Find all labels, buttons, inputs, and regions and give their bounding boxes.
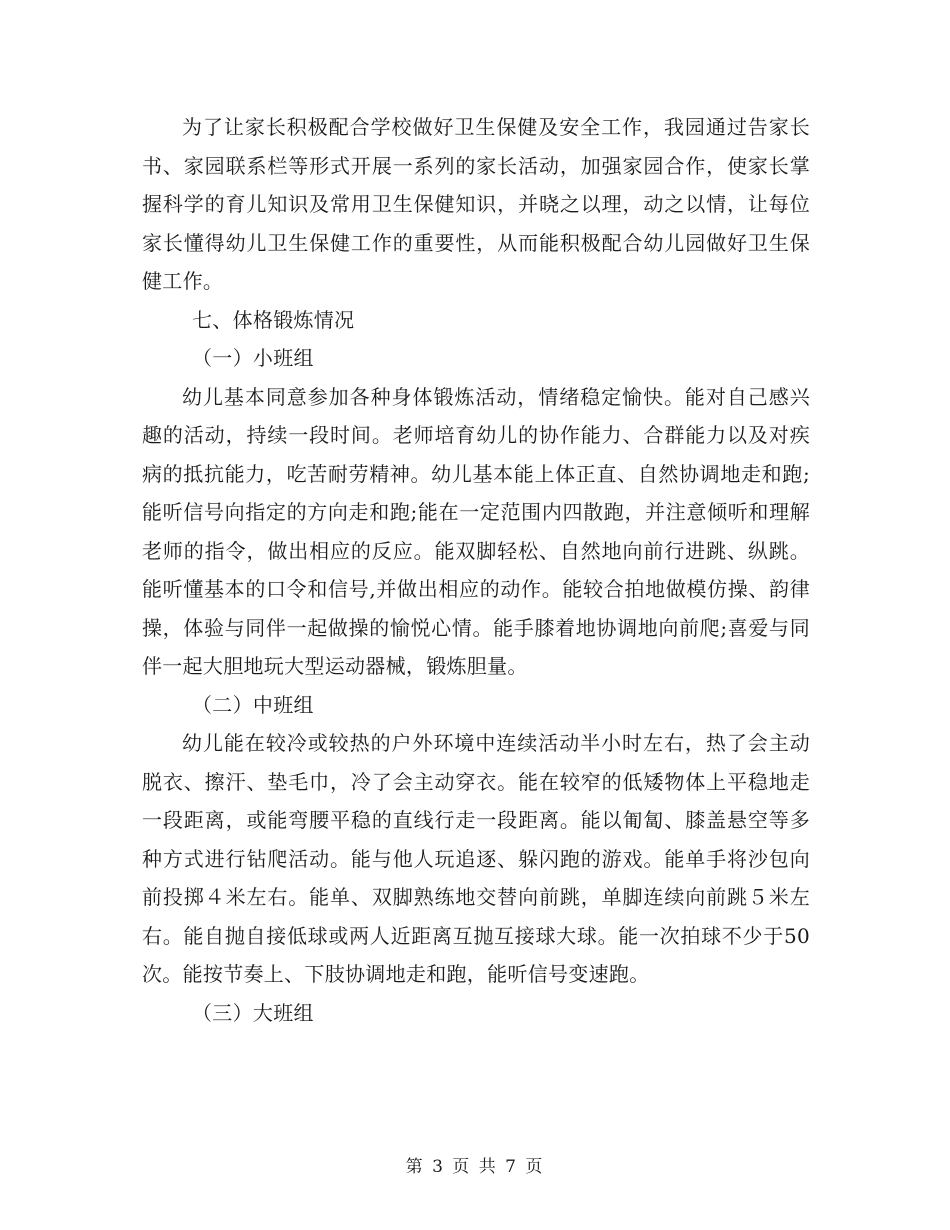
subheading-middle-class: （二）中班组: [192, 692, 314, 717]
page-number-footer: 第 3 页 共 7 页: [405, 1157, 545, 1177]
paragraph-small-class: 幼儿基本同意参加各种身体锻炼活动，情绪稳定愉快。能对自己感兴趣的活动，持续一段时间。老师培育幼儿的协作能力、合群能力以及对疾病的抵抗能力，吃苦耐劳精神。幼儿基本能上体正直、自然协调地走和跑;能听信号向指定的方向走和跑;能在一定范围内四散跑，并注意倾听和理解老师的指令，做出相应的反应。能双脚轻松、自然地向前行进跳、纵跳。能听懂基本的口令和信号,并做出相应的动作。能较合拍地做模仿操、韵律操，体验与同伴一起做操的愉悦心情。能手膝着地协调地向前爬;喜爱与同伴一起大胆地玩大型运动器械，锻炼胆量。: [142, 384, 810, 678]
document-body: [142, 108, 810, 1032]
section-heading-physical-exercise: 七、体格锻炼情况: [192, 307, 355, 332]
subheading-small-class: （一）小班组: [192, 346, 314, 370]
paragraph-middle-class: 幼儿能在较冷或较热的户外环境中连续活动半小时左右，热了会主动脱衣、擦汗、垫毛巾，冷了会主动穿衣。能在较窄的低矮物体上平稳地走一段距离，或能弯腰平稳的直线行走一段距离。能以匍匐、膝盖悬空等多种方式进行钻爬活动。能与他人玩追逐、躲闪跑的游戏。能单手将沙包向前投掷４米左右。能单、双脚熟练地交替向前跳，单脚连续向前跳５米左右。能自抛自接低球或两人近距离互抛互接球大球。能一次拍球不少于50次。能按节奏上、下肢协调地走和跑，能听信号变速跑。: [142, 731, 810, 986]
paragraph-parent-cooperation: 为了让家长积极配合学校做好卫生保健及安全工作，我园通过告家长书、家园联系栏等形式开展一系列的家长活动，加强家园合作，使家长掌握科学的育儿知识及常用卫生保健知识，并晓之以理，动之以情，让每位家长懂得幼儿卫生保健工作的重要性，从而能积极配合幼儿园做好卫生保健工作。: [142, 115, 810, 293]
subheading-large-class: （三）大班组: [192, 1000, 314, 1025]
